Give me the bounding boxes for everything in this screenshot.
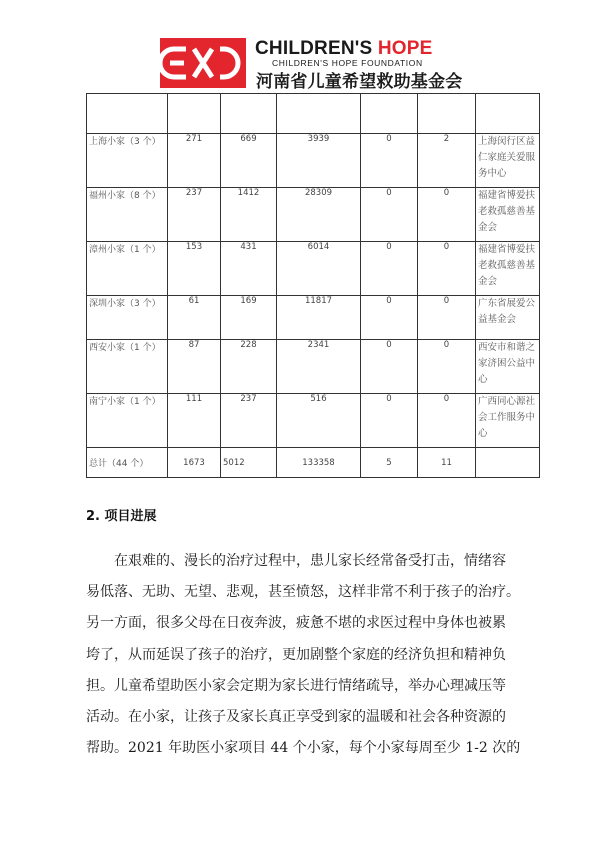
cell-value: 516 bbox=[277, 394, 361, 448]
cell-partner-org: 西安市和谐之家济困公益中心 bbox=[476, 340, 540, 394]
paragraph-line: 活动。在小家，让孩子及家长真正享受到家的温暖和社会各种资源的 bbox=[86, 709, 506, 726]
cell-value: 0 bbox=[361, 242, 418, 296]
cell-partner-org bbox=[476, 448, 540, 478]
paragraph-line: 易低落、无助、无望、悲观，甚至愤怒，这样非常不利于孩子的治疗。 bbox=[86, 584, 520, 601]
cell-value: 0 bbox=[418, 188, 476, 242]
cell-home-name: 漳州小家（1 个） bbox=[87, 242, 168, 296]
cell-value: 0 bbox=[361, 394, 418, 448]
cell-value: 228 bbox=[221, 340, 277, 394]
org-name-cn: 河南省儿童希望救助基金会 bbox=[256, 72, 463, 92]
cell-value: 2341 bbox=[277, 340, 361, 394]
cell-value: 133358 bbox=[277, 448, 361, 478]
cell-value: 28309 bbox=[277, 188, 361, 242]
cell-home-name: 福州小家（8 个） bbox=[87, 188, 168, 242]
cell-value: 169 bbox=[221, 296, 277, 340]
table-row bbox=[87, 394, 540, 448]
logo-mark-icon bbox=[160, 38, 246, 88]
org-name-en: CHILDREN'S HOPE bbox=[255, 38, 433, 59]
cell-partner-org: 福建省博爱扶老救孤慈善基金会 bbox=[476, 188, 540, 242]
cell-value: 0 bbox=[361, 296, 418, 340]
page-header bbox=[160, 38, 463, 92]
cell-value: 6014 bbox=[277, 242, 361, 296]
table-row bbox=[87, 94, 540, 134]
cell-value: 5012 bbox=[221, 448, 277, 478]
cell-value: 1673 bbox=[168, 448, 221, 478]
cell-value: 5 bbox=[361, 448, 418, 478]
table-row bbox=[87, 296, 540, 340]
cell-home-name: 上海小家（3 个） bbox=[87, 134, 168, 188]
paragraph-line: 担。儿童希望助医小家会定期为家长进行情绪疏导，举办心理减压等 bbox=[86, 677, 506, 694]
cell-value: 2 bbox=[418, 134, 476, 188]
cell-partner-org: 广西同心源社会工作服务中心 bbox=[476, 394, 540, 448]
cell-value bbox=[168, 94, 221, 134]
homes-statistics-table bbox=[86, 93, 540, 478]
cell-total-label: 总计（44 个） bbox=[87, 448, 168, 478]
cell-value: 237 bbox=[168, 188, 221, 242]
table-row bbox=[87, 242, 540, 296]
cell-value: 11817 bbox=[277, 296, 361, 340]
cell-value: 0 bbox=[418, 394, 476, 448]
cell-value: 0 bbox=[361, 134, 418, 188]
cell-value: 0 bbox=[361, 188, 418, 242]
paragraph-line: 垮了，从而延误了孩子的治疗，更加剧整个家庭的经济负担和精神负 bbox=[86, 646, 506, 663]
cell-partner-org: 广东省展爱公益基金会 bbox=[476, 296, 540, 340]
cell-partner-org: 上海闵行区益仁家庭关爱服务中心 bbox=[476, 134, 540, 188]
cell-value: 61 bbox=[168, 296, 221, 340]
org-name-en-sub: CHILDREN'S HOPE FOUNDATION bbox=[272, 58, 423, 68]
cell-value: 0 bbox=[418, 242, 476, 296]
cell-value: 271 bbox=[168, 134, 221, 188]
table-total-row bbox=[87, 448, 540, 478]
cell-partner-org bbox=[476, 94, 540, 134]
cell-value: 1412 bbox=[221, 188, 277, 242]
cell-value: 11 bbox=[418, 448, 476, 478]
section-paragraph bbox=[86, 546, 526, 764]
table-row bbox=[87, 134, 540, 188]
section-title: 2. 项目进展 bbox=[86, 509, 157, 524]
cell-value: 0 bbox=[418, 296, 476, 340]
cell-home-name: 深圳小家（3 个） bbox=[87, 296, 168, 340]
cell-value: 87 bbox=[168, 340, 221, 394]
cell-value: 3939 bbox=[277, 134, 361, 188]
paragraph-line: 另一方面，很多父母在日夜奔波，疲惫不堪的求医过程中身体也被累 bbox=[86, 615, 506, 632]
paragraph-line: 在艰难的、漫长的治疗过程中，患儿家长经常备受打击，情绪容 bbox=[114, 553, 506, 569]
cell-value: 0 bbox=[361, 340, 418, 394]
cell-home-name: 西安小家（1 个） bbox=[87, 340, 168, 394]
foundation-logo bbox=[160, 38, 246, 88]
table-row bbox=[87, 340, 540, 394]
cell-value: 0 bbox=[418, 340, 476, 394]
cell-home-name: 南宁小家（1 个） bbox=[87, 394, 168, 448]
cell-value: 431 bbox=[221, 242, 277, 296]
cell-value: 237 bbox=[221, 394, 277, 448]
table-row bbox=[87, 188, 540, 242]
cell-value bbox=[221, 94, 277, 134]
cell-value bbox=[277, 94, 361, 134]
cell-partner-org: 福建省博爱扶老救孤慈善基金会 bbox=[476, 242, 540, 296]
paragraph-line: 帮助。2021 年助医小家项目 44 个小家，每个小家每周至少 1-2 次的 bbox=[86, 740, 521, 757]
cell-value bbox=[418, 94, 476, 134]
cell-value: 153 bbox=[168, 242, 221, 296]
cell-value: 669 bbox=[221, 134, 277, 188]
cell-value: 111 bbox=[168, 394, 221, 448]
cell-home-name bbox=[87, 94, 168, 134]
cell-value bbox=[361, 94, 418, 134]
